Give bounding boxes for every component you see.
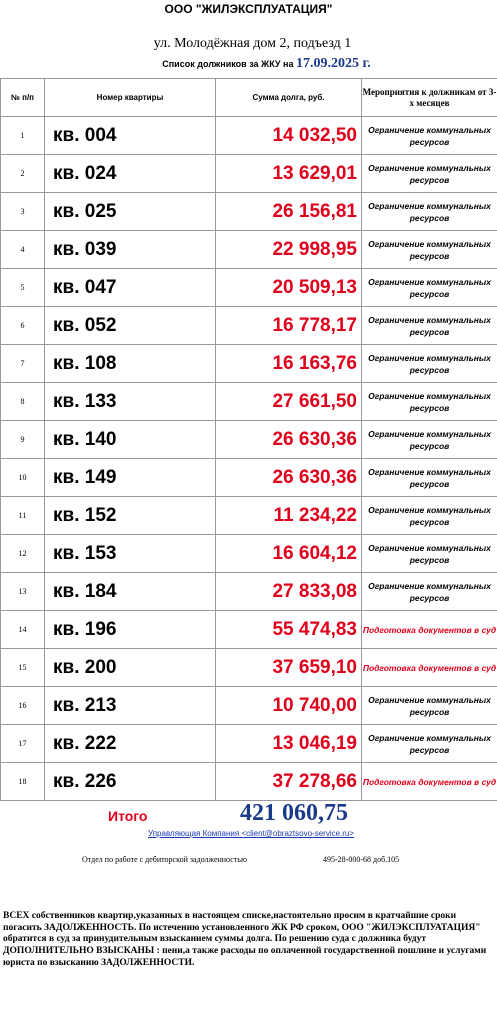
apartment-number: кв. 222 — [45, 725, 216, 763]
table-row — [1, 383, 497, 421]
debt-action: Ограничение коммунальных ресурсов — [362, 497, 497, 535]
apartment-number: кв. 184 — [45, 573, 216, 611]
apartment-number: кв. 039 — [45, 231, 216, 269]
debt-action: Ограничение коммунальных ресурсов — [362, 155, 497, 193]
header-measures: Мероприятия к должникам от 3-х месяцев — [362, 79, 497, 117]
debt-action: Ограничение коммунальных ресурсов — [362, 345, 497, 383]
table-row — [1, 231, 497, 269]
row-number: 7 — [1, 345, 45, 383]
debt-action: Ограничение коммунальных ресурсов — [362, 307, 497, 345]
apartment-number: кв. 024 — [45, 155, 216, 193]
row-number: 8 — [1, 383, 45, 421]
debtors-table — [0, 78, 497, 801]
table-row — [1, 117, 497, 155]
debt-action: Ограничение коммунальных ресурсов — [362, 231, 497, 269]
apartment-number: кв. 196 — [45, 611, 216, 649]
apartment-number: кв. 004 — [45, 117, 216, 155]
table-row — [1, 535, 497, 573]
table-row — [1, 155, 497, 193]
apartment-number: кв. 047 — [45, 269, 216, 307]
debt-notice: ВСЕХ собственников квартир,указанных в настоящем списке,настоятельно просим в кратчайшие сроки погасить ЗАДОЛЖЕННОСТЬ. По истечению установленного ЖК РФ сроком, ООО "ЖИЛЭКСПЛУАТАЦИЯ" обратится в суд за принудительным взысканием суммы долга. По решению суда с должника будут ДОПОЛНИТЕЛЬНО ВЗЫСКАНЫ : пени,а также расходы по оплаченной государственной пошлине и услугами юриста по взысканию ЗАДОЛЖЕННОСТИ. — [3, 911, 487, 968]
row-number: 11 — [1, 497, 45, 535]
row-number: 14 — [1, 611, 45, 649]
row-number: 3 — [1, 193, 45, 231]
debt-amount: 26 156,81 — [216, 193, 362, 231]
table-row — [1, 763, 497, 801]
table-row — [1, 345, 497, 383]
row-number: 2 — [1, 155, 45, 193]
debt-amount: 27 833,08 — [216, 573, 362, 611]
total-label: Итого — [108, 808, 148, 824]
debt-amount: 13 046,19 — [216, 725, 362, 763]
debt-action: Ограничение коммунальных ресурсов — [362, 687, 497, 725]
debt-action: Ограничение коммунальных ресурсов — [362, 459, 497, 497]
debt-amount: 14 032,50 — [216, 117, 362, 155]
debt-amount: 26 630,36 — [216, 421, 362, 459]
debt-action: Подготовка документов в суд — [362, 763, 497, 801]
table-row — [1, 649, 497, 687]
debt-amount: 11 234,22 — [216, 497, 362, 535]
table-row — [1, 573, 497, 611]
apartment-number: кв. 133 — [45, 383, 216, 421]
debt-amount: 16 604,12 — [216, 535, 362, 573]
row-number: 17 — [1, 725, 45, 763]
debt-action: Ограничение коммунальных ресурсов — [362, 269, 497, 307]
row-number: 12 — [1, 535, 45, 573]
apartment-number: кв. 213 — [45, 687, 216, 725]
apartment-number: кв. 025 — [45, 193, 216, 231]
row-number: 9 — [1, 421, 45, 459]
apartment-number: кв. 200 — [45, 649, 216, 687]
apartment-number: кв. 108 — [45, 345, 216, 383]
row-number: 10 — [1, 459, 45, 497]
header-num: № п/п — [1, 79, 45, 117]
table-header-row — [1, 79, 497, 117]
debt-amount: 16 163,76 — [216, 345, 362, 383]
debt-action: Ограничение коммунальных ресурсов — [362, 383, 497, 421]
department-label: Отдел по работе с дебиторской задолженностью — [82, 855, 247, 864]
row-number: 13 — [1, 573, 45, 611]
apartment-number: кв. 152 — [45, 497, 216, 535]
debt-action: Ограничение коммунальных ресурсов — [362, 725, 497, 763]
list-subtitle — [0, 56, 497, 72]
debt-action: Ограничение коммунальных ресурсов — [362, 117, 497, 155]
row-number: 1 — [1, 117, 45, 155]
debt-action: Подготовка документов в суд — [362, 649, 497, 687]
debt-amount: 37 278,66 — [216, 763, 362, 801]
table-row — [1, 269, 497, 307]
debt-action: Ограничение коммунальных ресурсов — [362, 421, 497, 459]
debt-amount: 37 659,10 — [216, 649, 362, 687]
apartment-number: кв. 149 — [45, 459, 216, 497]
row-number: 5 — [1, 269, 45, 307]
table-row — [1, 497, 497, 535]
debt-amount: 26 630,36 — [216, 459, 362, 497]
table-row — [1, 193, 497, 231]
debt-amount: 13 629,01 — [216, 155, 362, 193]
apartment-number: кв. 052 — [45, 307, 216, 345]
row-number: 16 — [1, 687, 45, 725]
row-number: 18 — [1, 763, 45, 801]
table-row — [1, 459, 497, 497]
row-number: 4 — [1, 231, 45, 269]
debt-action: Ограничение коммунальных ресурсов — [362, 535, 497, 573]
total-value: 421 060,75 — [240, 800, 348, 826]
debt-amount: 22 998,95 — [216, 231, 362, 269]
debt-action: Ограничение коммунальных ресурсов — [362, 193, 497, 231]
debt-action: Подготовка документов в суд — [362, 611, 497, 649]
building-address: ул. Молодёжная дом 2, подъезд 1 — [153, 36, 352, 51]
debt-amount: 16 778,17 — [216, 307, 362, 345]
debt-amount: 10 740,00 — [216, 687, 362, 725]
apartment-number: кв. 153 — [45, 535, 216, 573]
company-email-link[interactable]: Управляющая Компания <client@obraztsovo-service.ru> — [148, 829, 355, 838]
table-row — [1, 307, 497, 345]
organization-title: ООО "ЖИЛЭКСПЛУАТАЦИЯ" — [164, 2, 333, 16]
header-apartment: Номер квартиры — [45, 79, 216, 117]
debt-action: Ограничение коммунальных ресурсов — [362, 573, 497, 611]
department-phone: 495-28-000-68 доб.105 — [323, 855, 400, 864]
debt-amount: 20 509,13 — [216, 269, 362, 307]
row-number: 15 — [1, 649, 45, 687]
table-row — [1, 725, 497, 763]
subtitle-text: Список должников за ЖКУ на — [162, 59, 294, 69]
apartment-number: кв. 140 — [45, 421, 216, 459]
header-amount: Сумма долга, руб. — [216, 79, 362, 117]
row-number: 6 — [1, 307, 45, 345]
debt-amount: 55 474,83 — [216, 611, 362, 649]
report-date: 17.09.2025 г. — [295, 56, 371, 71]
table-row — [1, 687, 497, 725]
table-row — [1, 421, 497, 459]
apartment-number: кв. 226 — [45, 763, 216, 801]
debt-amount: 27 661,50 — [216, 383, 362, 421]
table-row — [1, 611, 497, 649]
